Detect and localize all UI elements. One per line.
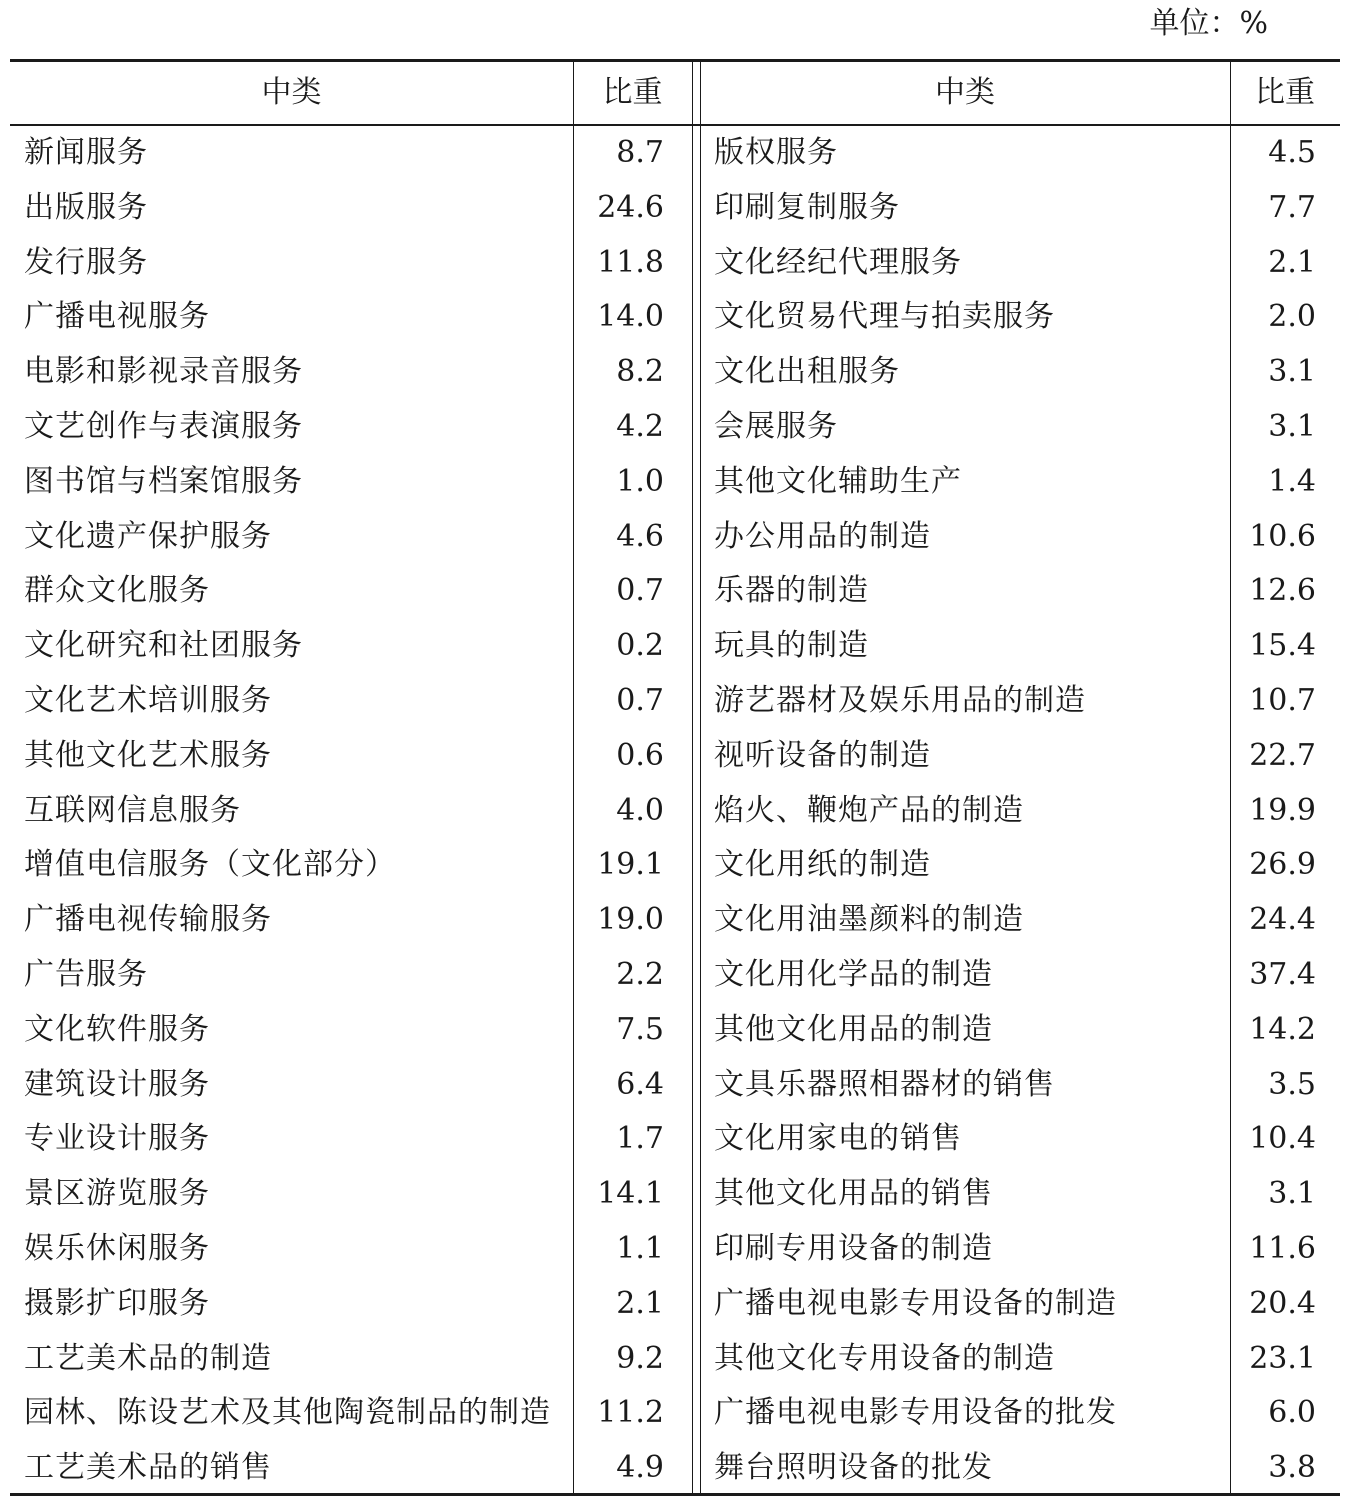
- table-row: [0, 126, 1350, 181]
- right-value-cell: 26.9: [1249, 847, 1316, 883]
- table-row: [0, 674, 1350, 729]
- right-value-cell: 15.4: [1249, 628, 1316, 664]
- left-value-cell: 2.2: [616, 957, 664, 992]
- table-row: [0, 784, 1350, 839]
- table-row: [0, 564, 1350, 619]
- table-row: [0, 1058, 1350, 1113]
- table-row: [0, 236, 1350, 291]
- header-right-category: 中类: [935, 75, 995, 110]
- left-category-cell: 广播电视传输服务: [24, 902, 272, 938]
- right-category-cell: 文化用家电的销售: [714, 1121, 962, 1157]
- table-row: [0, 838, 1350, 893]
- left-value-cell: 24.6: [597, 189, 664, 225]
- right-value-cell: 22.7: [1249, 737, 1316, 773]
- right-value-cell: 14.2: [1249, 1011, 1316, 1047]
- left-value-cell: 11.2: [597, 1395, 664, 1431]
- left-value-cell: 1.7: [616, 1121, 664, 1157]
- right-value-cell: 3.1: [1268, 354, 1316, 390]
- right-value-cell: 6.0: [1268, 1395, 1316, 1431]
- header-right-value: 比重: [1255, 75, 1315, 110]
- left-category-cell: 文化研究和社团服务: [24, 628, 303, 664]
- left-value-cell: 14.0: [597, 299, 664, 335]
- right-category-cell: 印刷专用设备的制造: [714, 1231, 993, 1266]
- left-category-cell: 群众文化服务: [24, 573, 210, 609]
- right-category-cell: 其他文化用品的销售: [714, 1176, 993, 1212]
- right-category-cell: 办公用品的制造: [714, 518, 931, 554]
- right-category-cell: 广播电视电影专用设备的批发: [714, 1395, 1117, 1431]
- left-value-cell: 0.6: [616, 737, 664, 773]
- right-value-cell: 2.0: [1268, 299, 1316, 335]
- left-value-cell: 4.2: [616, 409, 664, 444]
- table-row: [0, 729, 1350, 784]
- left-value-cell: 19.0: [597, 902, 664, 938]
- right-category-cell: 视听设备的制造: [714, 737, 931, 773]
- left-value-cell: 2.1: [616, 1285, 664, 1321]
- left-value-cell: 1.1: [616, 1231, 664, 1266]
- header-left-value: 比重: [602, 75, 663, 110]
- right-value-cell: 12.6: [1249, 573, 1316, 609]
- right-category-cell: 会展服务: [714, 409, 838, 444]
- table-row: [0, 345, 1350, 400]
- right-category-cell: 文具乐器照相器材的销售: [714, 1066, 1055, 1102]
- right-category-cell: 文化出租服务: [714, 354, 900, 390]
- left-value-cell: 14.1: [597, 1176, 664, 1212]
- left-value-cell: 4.9: [616, 1450, 664, 1486]
- right-category-cell: 其他文化用品的制造: [714, 1011, 993, 1047]
- left-category-cell: 出版服务: [24, 189, 148, 225]
- left-category-cell: 增值电信服务（文化部分）: [24, 847, 396, 883]
- right-value-cell: 2.1: [1268, 244, 1316, 280]
- left-category-cell: 文化软件服务: [24, 1011, 210, 1047]
- right-category-cell: 文化用化学品的制造: [714, 957, 993, 992]
- table-row: [0, 1222, 1350, 1277]
- table-row: [0, 1441, 1350, 1496]
- right-value-cell: 24.4: [1249, 902, 1316, 938]
- left-category-cell: 文化遗产保护服务: [24, 518, 272, 554]
- right-value-cell: 37.4: [1249, 957, 1316, 992]
- left-category-cell: 摄影扩印服务: [24, 1285, 210, 1321]
- right-category-cell: 广播电视电影专用设备的制造: [714, 1285, 1117, 1321]
- right-value-cell: 3.1: [1268, 409, 1316, 444]
- table-row: [0, 400, 1350, 455]
- right-category-cell: 文化用油墨颜料的制造: [714, 902, 1024, 938]
- right-value-cell: 7.7: [1268, 189, 1316, 225]
- right-value-cell: 19.9: [1249, 792, 1316, 828]
- left-value-cell: 1.0: [616, 463, 664, 499]
- right-value-cell: 11.6: [1249, 1231, 1316, 1266]
- table-row: [0, 455, 1350, 510]
- left-value-cell: 8.7: [616, 135, 664, 170]
- left-value-cell: 19.1: [597, 847, 664, 883]
- right-category-cell: 文化用纸的制造: [714, 847, 931, 883]
- table-row: [0, 1277, 1350, 1332]
- right-category-cell: 其他文化辅助生产: [714, 463, 962, 499]
- right-category-cell: 乐器的制造: [714, 573, 869, 609]
- left-category-cell: 文化艺术培训服务: [24, 683, 272, 718]
- left-category-cell: 工艺美术品的制造: [24, 1340, 272, 1376]
- left-category-cell: 工艺美术品的销售: [24, 1450, 272, 1486]
- unit-label: 单位：%: [1149, 6, 1268, 41]
- right-category-cell: 文化经纪代理服务: [714, 244, 962, 280]
- left-value-cell: 0.2: [616, 628, 664, 664]
- left-category-cell: 园林、陈设艺术及其他陶瓷制品的制造: [24, 1395, 551, 1431]
- left-category-cell: 图书馆与档案馆服务: [24, 463, 303, 499]
- left-category-cell: 建筑设计服务: [24, 1066, 210, 1102]
- header-left-category: 中类: [261, 75, 322, 110]
- left-category-cell: 其他文化艺术服务: [24, 737, 272, 773]
- right-value-cell: 4.5: [1268, 135, 1316, 170]
- right-value-cell: 3.5: [1268, 1066, 1316, 1102]
- left-value-cell: 8.2: [616, 354, 664, 390]
- left-category-cell: 互联网信息服务: [24, 792, 241, 828]
- table-row: [0, 290, 1350, 345]
- left-category-cell: 广播电视服务: [24, 299, 210, 335]
- left-value-cell: 7.5: [616, 1011, 664, 1047]
- right-category-cell: 印刷复制服务: [714, 189, 900, 225]
- right-category-cell: 其他文化专用设备的制造: [714, 1340, 1055, 1376]
- table-row: [0, 1003, 1350, 1058]
- right-value-cell: 10.4: [1249, 1121, 1316, 1157]
- table-row: [0, 1386, 1350, 1441]
- table-row: [0, 181, 1350, 236]
- right-value-cell: 1.4: [1268, 463, 1316, 499]
- right-value-cell: 23.1: [1249, 1340, 1316, 1376]
- right-value-cell: 10.6: [1249, 518, 1316, 554]
- left-value-cell: 11.8: [597, 244, 664, 280]
- right-category-cell: 游艺器材及娱乐用品的制造: [714, 683, 1086, 718]
- left-category-cell: 广告服务: [24, 957, 148, 992]
- right-category-cell: 文化贸易代理与拍卖服务: [714, 299, 1055, 335]
- left-value-cell: 9.2: [616, 1340, 664, 1376]
- left-category-cell: 发行服务: [24, 244, 148, 280]
- left-category-cell: 新闻服务: [24, 135, 148, 170]
- left-category-cell: 专业设计服务: [24, 1121, 210, 1157]
- left-category-cell: 电影和影视录音服务: [24, 354, 303, 390]
- left-category-cell: 娱乐休闲服务: [24, 1231, 210, 1266]
- right-value-cell: 20.4: [1249, 1285, 1316, 1321]
- right-category-cell: 舞台照明设备的批发: [714, 1450, 993, 1486]
- left-value-cell: 4.6: [616, 518, 664, 554]
- left-category-cell: 景区游览服务: [24, 1176, 210, 1212]
- left-category-cell: 文艺创作与表演服务: [24, 409, 303, 444]
- table-row: [0, 893, 1350, 948]
- table-row: [0, 948, 1350, 1003]
- left-value-cell: 0.7: [616, 573, 664, 609]
- left-value-cell: 4.0: [616, 792, 664, 828]
- table-row: [0, 1332, 1350, 1387]
- right-value-cell: 3.8: [1268, 1450, 1316, 1486]
- table-row: [0, 1167, 1350, 1222]
- right-category-cell: 版权服务: [714, 135, 838, 170]
- table-row: [0, 1112, 1350, 1167]
- right-value-cell: 10.7: [1249, 683, 1316, 718]
- right-category-cell: 焰火、鞭炮产品的制造: [714, 792, 1024, 828]
- table-row: [0, 619, 1350, 674]
- left-value-cell: 0.7: [616, 683, 664, 718]
- right-value-cell: 3.1: [1268, 1176, 1316, 1212]
- table-row: [0, 510, 1350, 565]
- right-category-cell: 玩具的制造: [714, 628, 869, 664]
- left-value-cell: 6.4: [616, 1066, 664, 1102]
